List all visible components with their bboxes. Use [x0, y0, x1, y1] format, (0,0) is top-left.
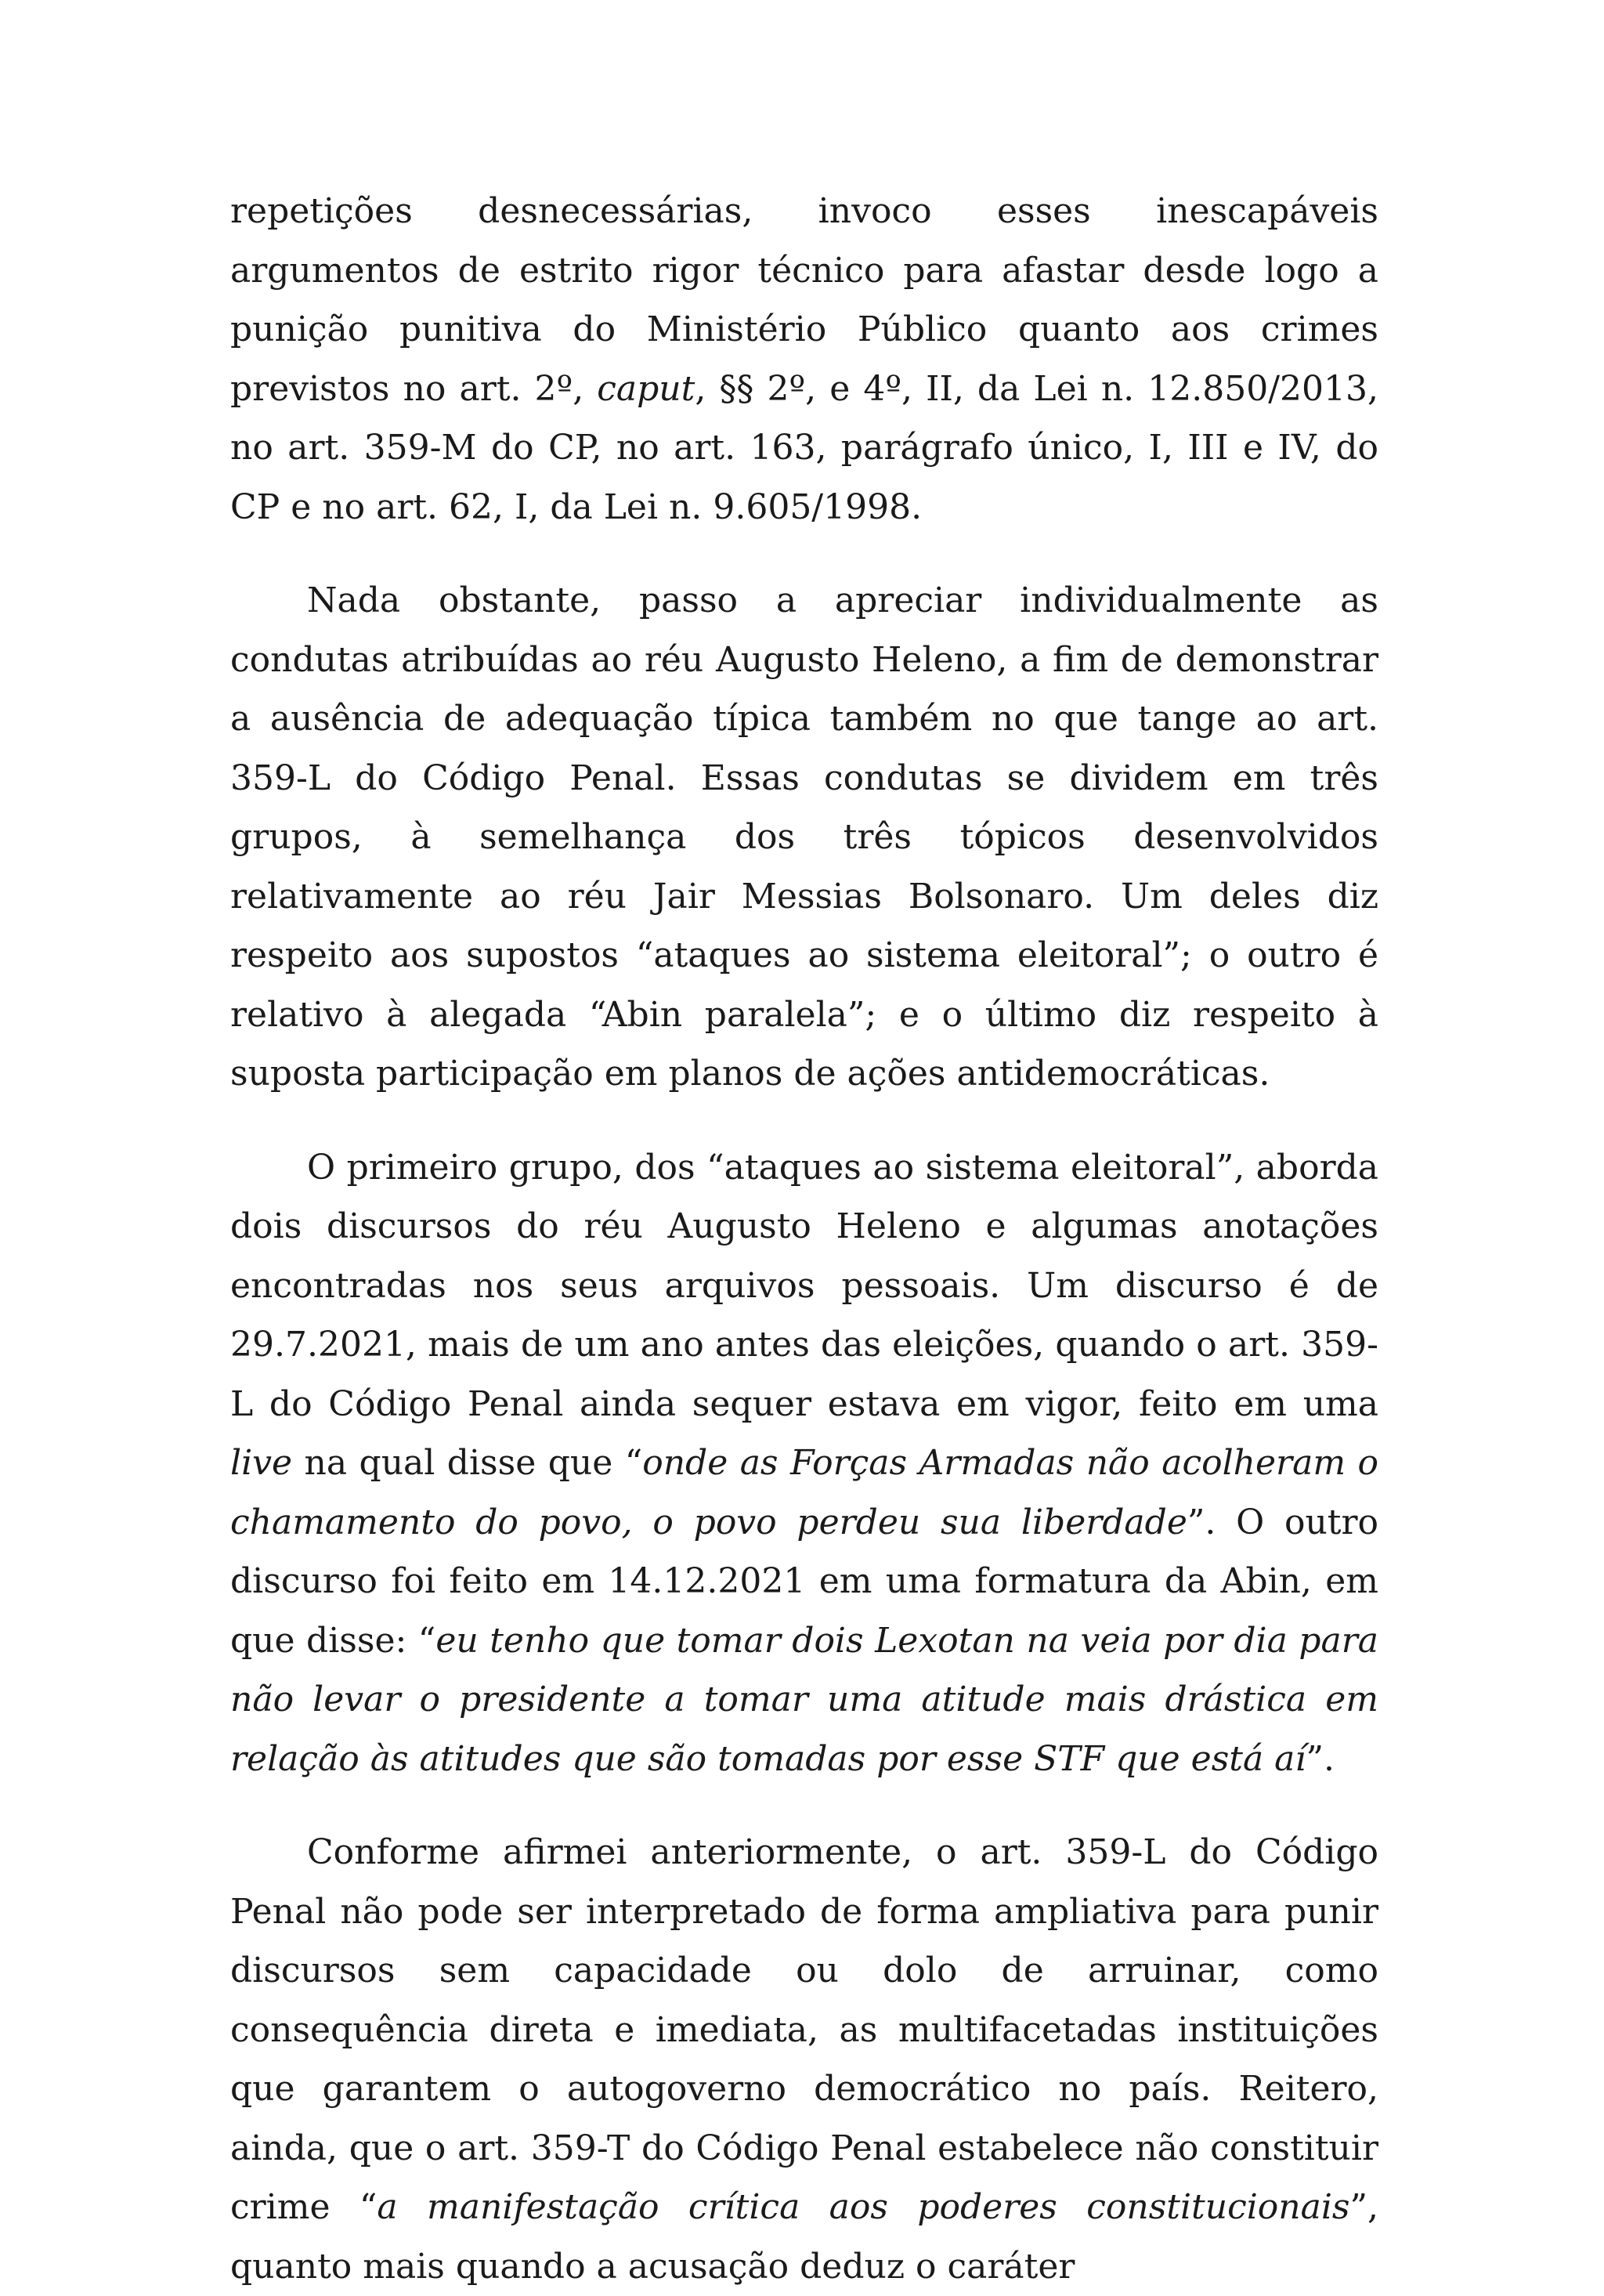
paragraph-text: na qual disse que “ — [292, 1443, 643, 1483]
quote-text: eu tenho que tomar dois Lexotan na veia por dia para não levar o presidente a tomar uma atitude mais drástica em relação às atitudes que são tomadas por esse STF que está aí — [230, 1620, 1378, 1779]
paragraph-text: ”. — [1306, 1738, 1335, 1779]
paragraph-4 — [230, 1823, 1378, 2296]
quote-text: a manifestação crítica aos poderes constitucionais — [377, 2187, 1350, 2227]
paragraph-2 — [230, 571, 1378, 1104]
paragraph-text: , §§ 2º, e 4º, II, da Lei n. 12.850/2013, no art. 359-M do CP, no art. 163, parágrafo único, I, III e IV, do CP e no art. 62, I, da Lei n. 9.605/1998. — [230, 368, 1378, 527]
paragraph-3 — [230, 1138, 1378, 1789]
paragraph-text: ”. O outro discurso foi feito em 14.12.2021 em uma formatura da Abin, em que disse: “ — [230, 1502, 1378, 1661]
paragraph-text: Conforme afirmei anteriormente, o art. 359-L do Código Penal não pode ser interpretado de forma ampliativa para punir discursos sem capacidade ou dolo de arruinar, como consequência direta e imediata, as multifacetadas instituições que garantem o autogoverno democrático no país. Reitero, ainda, que o art. 359-T do Código Penal estabelece não constituir crime “ — [230, 1832, 1378, 2227]
paragraph-1 — [230, 182, 1378, 537]
quote-text: onde as Forças Armadas não acolheram o chamamento do povo, o povo perdeu sua liberdade — [230, 1443, 1378, 1542]
document-body — [230, 182, 1378, 2296]
paragraph-text-italic: caput — [597, 368, 695, 409]
paragraph-text: O primeiro grupo, dos “ataques ao sistema eleitoral”, aborda dois discursos do réu Augusto Heleno e algumas anotações encontradas nos seus arquivos pessoais. Um discurso é de 29.7.2021, mais de um ano antes das eleições, quando o art. 359-L do Código Penal ainda sequer estava em vigor, feito em uma — [230, 1147, 1378, 1424]
paragraph-text: repetições desnecessárias, invoco esses inescapáveis argumentos de estrito rigor técnico para afastar desde logo a punição punitiva do Ministério Público quanto aos crimes previstos no art. 2º, — [230, 191, 1378, 409]
paragraph-text: ”, quanto mais quando a acusação deduz o caráter — [230, 2187, 1378, 2287]
paragraph-text: Nada obstante, passo a apreciar individualmente as condutas atribuídas ao réu Augusto Heleno, a fim de demonstrar a ausência de adequação típica também no que tange ao art. 359-L do Código Penal. Essas condutas se dividem em três grupos, à semelhança dos três tópicos desenvolvidos relativamente ao réu Jair Messias Bolsonaro. Um deles diz respeito aos supostos “ataques ao sistema eleitoral”; o outro é relativo à alegada “Abin paralela”; e o último diz respeito à suposta participação em planos de ações antidemocráticas. — [230, 580, 1378, 1094]
paragraph-text-italic: live — [230, 1443, 293, 1483]
